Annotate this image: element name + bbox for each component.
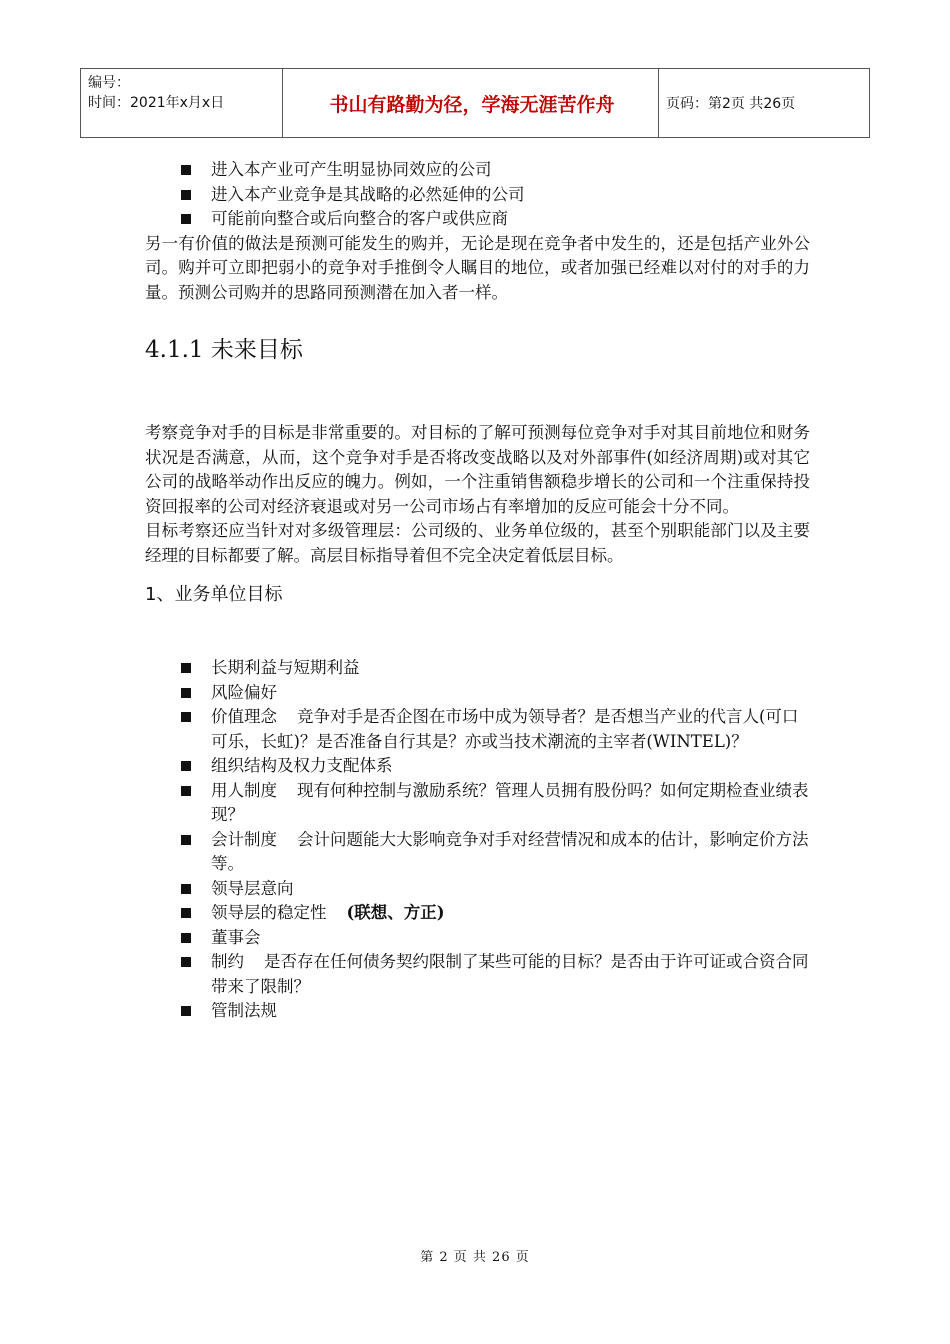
bullet-square-icon bbox=[181, 190, 191, 200]
list-item-term: 组织结构及权力支配体系 bbox=[211, 756, 393, 775]
list-item bbox=[145, 681, 810, 706]
list-item-term: 长期利益与短期利益 bbox=[211, 658, 360, 677]
subsection-heading: 1、业务单位目标 bbox=[145, 584, 283, 605]
bullet-square-icon bbox=[181, 165, 191, 175]
header-divider bbox=[869, 69, 870, 137]
date-label: 时间：2021年x月x日 bbox=[88, 95, 225, 111]
page-footer: 第 2 页 共 26 页 bbox=[420, 1250, 530, 1265]
list-item bbox=[145, 754, 810, 779]
bullet-square-icon bbox=[181, 933, 191, 943]
list-item bbox=[145, 901, 810, 926]
bullet-square-icon bbox=[181, 712, 191, 722]
header-divider bbox=[80, 69, 81, 137]
list-item bbox=[145, 950, 810, 999]
list-item-term: 管制法规 bbox=[211, 1001, 277, 1020]
bullet-square-icon bbox=[181, 835, 191, 845]
bullet-square-icon bbox=[181, 1006, 191, 1016]
header-divider bbox=[282, 69, 283, 137]
header-motto: 书山有路勤为径，学海无涯苦作舟 bbox=[329, 93, 615, 116]
list-item: 进入本产业可产生明显协同效应的公司 bbox=[145, 158, 810, 183]
objective-list bbox=[145, 656, 810, 1024]
list-item bbox=[145, 779, 810, 828]
header-meta bbox=[88, 73, 224, 113]
list-item-term: 会计制度 bbox=[211, 829, 277, 849]
list-item: 进入本产业竞争是其战略的必然延伸的公司 bbox=[145, 183, 810, 208]
paragraph: 另一有价值的做法是预测可能发生的购并，无论是现在竞争者中发生的，还是包括产业外公司。购并可立即把弱小的竞争对手推倒令人瞩目的地位，或者加强已经难以对付的对手的力量。预测公司购并的思路同预测潜在加入者一样。 bbox=[145, 233, 810, 302]
section-heading: 4.1.1 未来目标 bbox=[145, 337, 303, 363]
list-item bbox=[145, 828, 810, 877]
bullet-square-icon bbox=[181, 214, 191, 224]
list-item-term: 制约 bbox=[211, 952, 244, 971]
list-item-desc: 竞争对手是否企图在市场中成为领导者？是否想当产业的代言人(可口可乐，长虹)？是否准备自行其是？亦或当技术潮流的主宰者(WINTEL)？ bbox=[211, 707, 799, 751]
list-item bbox=[145, 926, 810, 951]
list-item bbox=[145, 656, 810, 681]
list-item bbox=[145, 705, 810, 754]
bullet-square-icon bbox=[181, 688, 191, 698]
list-item-term: 价值理念 bbox=[211, 707, 277, 726]
bullet-square-icon bbox=[181, 884, 191, 894]
list-item-desc: 现有何种控制与激励系统？管理人员拥有股份吗？如何定期检查业绩表现？ bbox=[211, 780, 809, 824]
number-label: 编号： bbox=[88, 75, 130, 91]
list-item-desc: 会计问题能大大影响竞争对手对经营情况和成本的估计，影响定价方法等。 bbox=[211, 829, 809, 873]
paragraph: 目标考察还应当针对对多级管理层：公司级的、业务单位级的，甚至个别职能部门以及主要经理的目标都要了解。高层目标指导着但不完全决定着低层目标。 bbox=[145, 521, 810, 565]
bullet-square-icon bbox=[181, 957, 191, 967]
list-item-term: 风险偏好 bbox=[211, 682, 277, 702]
list-item-term: 董事会 bbox=[211, 927, 261, 947]
top-bullet-list bbox=[145, 158, 810, 232]
paragraph: 考察竞争对手的目标是非常重要的。对目标的了解可预测每位竞争对手对其目前地位和财务状况是否满意，从而，这个竞争对手是否将改变战略以及对外部事件(如经济周期)或对其它公司的战略举动作出反应的魄力。例如，一个注重销售额稳步增长的公司和一个注重保持投资回报率的公司对经济衰退或对另一公司市场占有率增加的反应可能会十分不同。 bbox=[145, 423, 810, 516]
list-item bbox=[145, 999, 810, 1024]
list-item-term: 领导层意向 bbox=[211, 878, 294, 898]
list-item-term: 用人制度 bbox=[211, 780, 277, 800]
bullet-square-icon bbox=[181, 761, 191, 771]
document-body bbox=[145, 158, 810, 1024]
list-item-desc: (联想、方正) bbox=[346, 903, 445, 922]
header-page-label: 页码：第2页 共26页 bbox=[666, 96, 796, 112]
list-item-term: 领导层的稳定性 bbox=[211, 903, 327, 922]
bullet-square-icon bbox=[181, 663, 191, 673]
list-item bbox=[145, 877, 810, 902]
bullet-square-icon bbox=[181, 786, 191, 796]
bullet-square-icon bbox=[181, 908, 191, 918]
page-header bbox=[80, 68, 870, 138]
list-item: 可能前向整合或后向整合的客户或供应商 bbox=[145, 207, 810, 232]
list-item-desc: 是否存在任何债务契约限制了某些可能的目标？是否由于许可证或合资合同带来了限制？ bbox=[211, 952, 809, 996]
